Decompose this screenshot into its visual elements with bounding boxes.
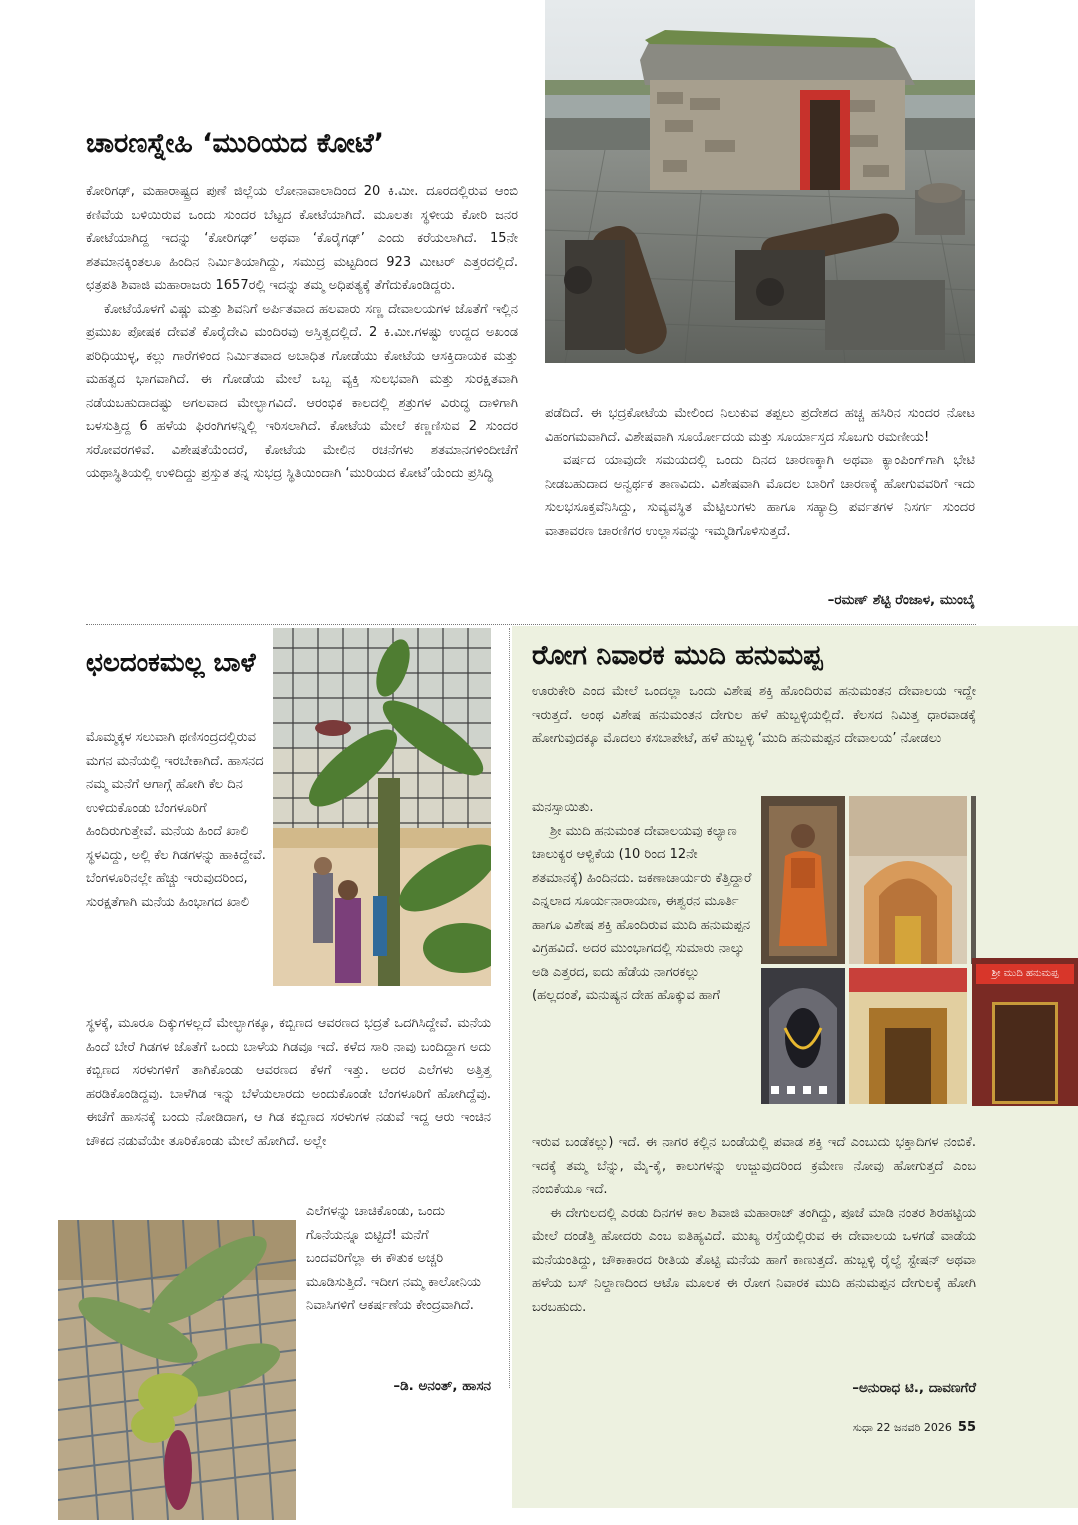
temple-photo-edge bbox=[971, 796, 976, 964]
temple-photo-collage bbox=[759, 796, 976, 1106]
temple-article-intro bbox=[532, 680, 976, 751]
page-footer bbox=[800, 1420, 976, 1435]
banana-plant-photo-illustration bbox=[273, 628, 491, 986]
temple-paragraph-3: ಈ ದೇಗುಲದಲ್ಲಿ ಎರಡು ದಿನಗಳ ಕಾಲ ಶಿವಾಜಿ ಮಹಾರಾಜ್ ತಂಗಿದ್ದು, ಪೂಜೆ ಮಾಡಿ ನಂತರ ಶಿರಹಟ್ಟಿಯ ಮೇಲೆ ದಂಡೆತ್ತಿ ಹೋದರು ಎಂಬ ಐತಿಹ್ಯವಿದೆ. ಮುಖ್ಯ ರಸ್ತೆಯಲ್ಲಿರುವ ಈ ದೇವಾಲಯ ಒಳಗಡೆ ವಾಡೆಯ ಮನೆಯಂತಿದ್ದು, ಚೌಕಾಕಾರದ ರೀತಿಯ ತೊಟ್ಟಿ ಮನೆಯ ಹಾಗೆ ಕಾಣುತ್ತದೆ. ಹುಬ್ಬಳ್ಳಿ ರೈಲ್ವೆ ಸ್ಟೇಷನ್ ಅಥವಾ ಹಳೆಯ ಬಸ್ ನಿಲ್ದಾಣದಿಂದ ಆಟೊ ಮೂಲಕ ಈ ರೋಗ ನಿವಾರಕ ಮುದಿ ಹನುಮಪ್ಪನ ದೇಗುಲಕ್ಕೆ ಹೋಗಿ ಬರಬಹುದು. bbox=[532, 1205, 976, 1315]
temple-paragraph-1-end: ಮನಸ್ಸಾಯಿತು. bbox=[532, 800, 594, 815]
banana-bunch-photo bbox=[58, 1220, 296, 1520]
banana-article-narrow-column bbox=[86, 726, 266, 914]
page-number: 55 bbox=[957, 1420, 976, 1435]
temple-photo-courtyard-illustration bbox=[849, 968, 967, 1104]
fort-cannon-photo-illustration bbox=[545, 0, 975, 363]
temple-article-narrow-column bbox=[532, 796, 752, 1008]
banana-article-title: ಛಲದಂಕಮಲ್ಲ ಬಾಳೆ bbox=[86, 648, 256, 678]
fort-paragraph-1: ಕೋರಿಗಢ್, ಮಹಾರಾಷ್ಟ್ರದ ಪುಣೆ ಜಿಲ್ಲೆಯ ಲೋನಾವಾಲಾದಿಂದ 20 ಕಿ.ಮೀ. ದೂರದಲ್ಲಿರುವ ಆಂಬಿ ಕಣಿವೆಯ ಬಳಿಯಿರುವ ಒಂದು ಸುಂದರ ಬೆಟ್ಟದ ಕೋಟೆಯಾಗಿದೆ. ಮೂಲತಃ ಸ್ಥಳೀಯ ಕೋರಿ ಜನರ ಕೋಟೆಯಾಗಿದ್ದ ಇದನ್ನು ‘ಕೋರಿಗಢ್’ ಅಥವಾ ‘ಕೊರೈಗಢ್’ ಎಂದು ಕರೆಯಲಾಗಿದೆ. 15ನೇ ಶತಮಾನಕ್ಕಿಂತಲೂ ಹಿಂದಿನ ನಿರ್ಮಿತಿಯಾಗಿದ್ದು, ಸಮುದ್ರ ಮಟ್ಟದಿಂದ 923 ಮೀಟರ್ ಎತ್ತರದಲ್ಲಿದೆ. ಛತ್ರಪತಿ ಶಿವಾಜಿ ಮಹಾರಾಜರು 1657ರಲ್ಲಿ ಇದನ್ನು ತಮ್ಮ ಅಧಿಪತ್ಯಕ್ಕೆ ತೆಗೆದುಕೊಂಡಿದ್ದರು. bbox=[86, 184, 518, 293]
fort-article-author: –ರಮಣ್ ಶೆಟ್ಟಿ ರೆಂಜಾಳ, ಮುಂಬೈ bbox=[827, 592, 975, 608]
temple-paragraph-2-end: ಇರುವ ಬಂಡೆಕಲ್ಲು) ಇದೆ. ಈ ನಾಗರ ಕಲ್ಲಿನ ಬಂಡೆಯಲ್ಲಿ ಪವಾಡ ಶಕ್ತಿ ಇದೆ ಎಂಬುದು ಭಕ್ತಾದಿಗಳ ನಂಬಿಕೆ. ಇದಕ್ಕೆ ತಮ್ಮ ಬೆನ್ನು, ಮೈ-ಕೈ, ಕಾಲುಗಳನ್ನು ಉಜ್ಜುವುದರಿಂದ ಕ್ರಮೇಣ ನೋವು ಹೋಗುತ್ತದೆ ಎಂಬ ನಂಬಿಕೆಯೂ ಇದೆ. bbox=[532, 1135, 976, 1197]
fort-paragraph-4: ವರ್ಷದ ಯಾವುದೇ ಸಮಯದಲ್ಲಿ ಒಂದು ದಿನದ ಚಾರಣಕ್ಕಾಗಿ ಅಥವಾ ಕ್ಯಾಂಪಿಂಗ್‌ಗಾಗಿ ಭೇಟಿ ನೀಡಬಹುದಾದ ಅನ್ವರ್ಥಕ ತಾಣವಿದು. ವಿಶೇಷವಾಗಿ ಮೊದಲ ಬಾರಿಗೆ ಚಾರಣಕ್ಕೆ ಹೋಗುವವರಿಗೆ ಇದು ಸುಲಭಸೂಕ್ತವೆನಿಸಿದ್ದು, ಸುವ್ಯವಸ್ಥಿತ ಮೆಟ್ಟಿಲುಗಳು ಹಾಗೂ ಸಹ್ಯಾದ್ರಿ ಪರ್ವತಗಳ ನಿಸರ್ಗ ಸುಂದರ ವಾತಾವರಣ ಚಾರಣಿಗರ ಉಲ್ಲಾಸವನ್ನು ಇಮ್ಮಡಿಗೊಳಿಸುತ್ತದೆ. bbox=[545, 453, 975, 539]
temple-paragraph-2: ಶ್ರೀ ಮುದಿ ಹನುಮಂತ ದೇವಾಲಯವು ಕಲ್ಯಾಣ ಚಾಲುಕ್ಯರ ಆಳ್ವಿಕೆಯ (10 ರಿಂದ 12ನೇ ಶತಮಾನಕ್ಕೆ) ಹಿಂದಿನದು. ಜಕಣಾಚಾರ್ಯರು ಕೆತ್ತಿದ್ದಾರೆ ಎನ್ನಲಾದ ಸೂರ್ಯನಾರಾಯಣ, ಈಶ್ವರನ ಮೂರ್ತಿ ಹಾಗೂ ವಿಶೇಷ ಶಕ್ತಿ ಹೊಂದಿರುವ ಮುದಿ ಹನುಮಪ್ಪನ ವಿಗ್ರಹವಿದೆ. ಅದರ ಮುಂಭಾಗದಲ್ಲಿ ಸುಮಾರು ನಾಲ್ಕು ಅಡಿ ಎತ್ತರದ, ಐದು ಹೆಡೆಯ ನಾಗರಕಲ್ಲು (ಹಲ್ಲದಂತೆ, ಮನುಷ್ಯನ ದೇಹ ಹೊಕ್ಕುವ ಹಾಗೆ bbox=[532, 823, 752, 1003]
temple-photo-sanctum bbox=[972, 958, 1078, 1106]
column-divider bbox=[509, 628, 510, 1388]
banana-bunch-photo-illustration bbox=[58, 1220, 296, 1520]
issue-date: ಸುಧಾ 22 ಜನವರಿ 2026 bbox=[852, 1421, 952, 1434]
temple-photo-devotee-illustration bbox=[761, 796, 845, 964]
temple-photo-courtyard bbox=[849, 968, 967, 1104]
temple-photo-entrance bbox=[849, 796, 967, 964]
fort-cannon-photo bbox=[545, 0, 975, 363]
banana-article-author: –ಡಿ. ಅನಂತ್, ಹಾಸನ bbox=[393, 1378, 491, 1394]
section-divider bbox=[86, 624, 976, 625]
temple-shrine-sign: ಶ್ರೀ ಮುದಿ ಹನುಮಪ್ಪ bbox=[976, 964, 1074, 984]
banana-paragraph-3: ಎಲೆಗಳನ್ನು ಚಾಚಿಕೊಂಡು, ಒಂದು ಗೊನೆಯನ್ನೂ ಬಿಟ್ಟಿದೆ! ಮನೆಗೆ ಬಂದವರಿಗೆಲ್ಲಾ ಈ ಕೌತುಕ ಅಚ್ಚರಿ ಮೂಡಿಸುತ್ತಿದೆ. ಇದೀಗ ನಮ್ಮ ಕಾಲೋನಿಯ ನಿವಾಸಿಗಳಿಗೆ ಆಕರ್ಷಣೆಯ ಕೇಂದ್ರವಾಗಿದೆ. bbox=[306, 1204, 481, 1313]
temple-article-wide-column bbox=[532, 1131, 976, 1319]
banana-article-lower-column bbox=[306, 1200, 491, 1318]
banana-paragraph-1: ಮೊಮ್ಮಕ್ಕಳ ಸಲುವಾಗಿ ಥಣಿಸಂದ್ರದಲ್ಲಿರುವ ಮಗನ ಮನೆಯಲ್ಲಿ ಇರಬೇಕಾಗಿದೆ. ಹಾಸನದ ನಮ್ಮ ಮನೆಗೆ ಆಗಾಗ್ಗೆ ಹೋಗಿ ಕೆಲ ದಿನ ಉಳಿದುಕೊಂಡು ಬೆಂಗಳೂರಿಗೆ ಹಿಂದಿರುಗುತ್ತೇವೆ. ಮನೆಯ ಹಿಂದೆ ಖಾಲಿ ಸ್ಥಳವಿದ್ದು, ಅಲ್ಲಿ ಕೆಲ ಗಿಡಗಳನ್ನು ಹಾಕಿದ್ದೇವೆ. ಬೆಂಗಳೂರಿನಲ್ಲೇ ಹೆಚ್ಚು ಇರುವುದರಿಂದ, ಸುರಕ್ಷತೆಗಾಗಿ ಮನೆಯ ಹಿಂಭಾಗದ ಖಾಲಿ bbox=[86, 730, 266, 910]
banana-paragraph-2: ಸ್ಥಳಕ್ಕೆ, ಮೂರೂ ದಿಕ್ಕುಗಳಲ್ಲದೆ ಮೇಲ್ಭಾಗಕ್ಕೂ, ಕಬ್ಬಿಣದ ಆವರಣದ ಭದ್ರತೆ ಒದಗಿಸಿದ್ದೇವೆ. ಮನೆಯ ಹಿಂದೆ ಬೇರೆ ಗಿಡಗಳ ಜೊತೆಗೆ ಒಂದು ಬಾಳೆಯ ಗಿಡವೂ ಇದೆ. ಕಳೆದ ಸಾರಿ ನಾವು ಬಂದಿದ್ದಾಗ ಅದು ಕಬ್ಬಿಣದ ಸರಳುಗಳಿಗೆ ತಾಗಿಕೊಂಡು ಆವರಣದ ಕೆಳಗೆ ಇತ್ತು. ಅದರ ಎಲೆಗಳು ಅತ್ತಿತ್ತ ಹರಡಿಕೊಂಡಿದ್ದವು. ಬಾಳೆಗಿಡ ಇನ್ನು ಬೆಳೆಯಲಾರದು ಅಂದುಕೊಂಡೇ ಬೆಂಗಳೂರಿಗೆ ಹೋಗಿದ್ದೆವು. ಈಚೆಗೆ ಹಾಸನಕ್ಕೆ ಬಂದು ನೋಡಿದಾಗ, ಆ ಗಿಡ ಕಬ್ಬಿಣದ ಸರಳುಗಳ ನಡುವೆ ಇದ್ದ ಆರು ಇಂಚಿನ ಚೌಕದ ನಡುವೆಯೇ ತೂರಿಕೊಂಡು ಮೇಲೆ ಹೋಗಿದೆ. ಅಲ್ಲೇ bbox=[86, 1016, 491, 1149]
temple-article-author: –ಅನುರಾಧ ಟಿ., ದಾವಣಗೆರೆ bbox=[852, 1380, 976, 1396]
fort-paragraph-3: ಪಡೆದಿದೆ. ಈ ಭದ್ರಕೋಟೆಯ ಮೇಲಿಂದ ನಿಲುಕುವ ತಪ್ಪಲು ಪ್ರದೇಶದ ಹಚ್ಚ ಹಸಿರಿನ ಸುಂದರ ನೋಟ ವಿಹಂಗಮವಾಗಿದೆ. ವಿಶೇಷವಾಗಿ ಸೂರ್ಯೋದಯ ಮತ್ತು ಸೂರ್ಯಾಸ್ತದ ಸೊಬಗು ರಮಣೀಯ! bbox=[545, 406, 975, 445]
fort-paragraph-2: ಕೋಟೆಯೊಳಗೆ ವಿಷ್ಣು ಮತ್ತು ಶಿವನಿಗೆ ಅರ್ಪಿತವಾದ ಹಲವಾರು ಸಣ್ಣ ದೇವಾಲಯಗಳ ಜೊತೆಗೆ ಇಲ್ಲಿನ ಪ್ರಮುಖ ಪೋಷಕ ದೇವತೆ ಕೊರೈದೇವಿ ಮಂದಿರವು ಅಸ್ತಿತ್ವದಲ್ಲಿದೆ. 2 ಕಿ.ಮೀ.ಗಳಷ್ಟು ಉದ್ದದ ಅಖಂಡ ಪರಿಧಿಯುಳ್ಳ, ಕಲ್ಲು ಗಾರೆಗಳಿಂದ ನಿರ್ಮಿತವಾದ ಅಬಾಧಿತ ಗೋಡೆಯು ಕೋಟೆಯ ಆಸಕ್ತಿದಾಯಕ ಮತ್ತು ಮಹತ್ವದ ಭಾಗವಾಗಿದೆ. ಈ ಗೋಡೆಯ ಮೇಲೆ ಒಬ್ಬ ವ್ಯಕ್ತಿ ಸುಲಭವಾಗಿ ಮತ್ತು ಸುರಕ್ಷಿತವಾಗಿ ನಡೆಯಬಹುದಾದಷ್ಟು ಅಗಲವಾದ ಮೇಲ್ಭಾಗವಿದೆ. ಆರಂಭಿಕ ಕಾಲದಲ್ಲಿ ಶತ್ರುಗಳ ವಿರುದ್ಧ ದಾಳಿಗಾಗಿ ಬಳಸುತ್ತಿದ್ದ 6 ಹಳೆಯ ಫಿರಂಗಿಗಳನ್ನಿಲ್ಲಿ ಇರಿಸಲಾಗಿದೆ. ಕೋಟೆಯ ಮೇಲೆ ಕಣ್ಣಣಿಸುವ 2 ಸುಂದರ ಸರೋವರಗಳಿವೆ. ವಿಶೇಷತೆಯೆಂದರೆ, ಕೋಟೆಯ ಮೇಲಿನ ರಚನೆಗಳು ಶತಮಾನಗಳಿಂದೀಚೆಗೆ ಯಥಾಸ್ಥಿತಿಯಲ್ಲಿ ಉಳಿದಿದ್ದು ಪ್ರಸ್ತುತ ತನ್ನ ಸುಭದ್ರ ಸ್ಥಿತಿಯಿಂದಾಗಿ ‘ಮುರಿಯದ ಕೋಟೆ’ಯೆಂದು ಪ್ರಸಿದ್ಧಿ bbox=[86, 301, 518, 481]
temple-photo-devotee bbox=[761, 796, 845, 964]
banana-article-wide-column bbox=[86, 1012, 491, 1153]
fort-article-title: ಚಾರಣಸ್ನೇಹಿ ‘ಮುರಿಯದ ಕೋಟೆ’ bbox=[86, 128, 384, 159]
temple-photo-entrance-illustration bbox=[849, 796, 967, 964]
temple-sanctum-door bbox=[992, 1002, 1058, 1104]
fort-article-left-column bbox=[86, 180, 518, 486]
temple-photo-idol-illustration bbox=[761, 968, 845, 1104]
temple-paragraph-1: ಊರುಕೇರಿ ಎಂದ ಮೇಲೆ ಒಂದಲ್ಲಾ ಒಂದು ವಿಶೇಷ ಶಕ್ತಿ ಹೊಂದಿರುವ ಹನುಮಂತನ ದೇವಾಲಯ ಇದ್ದೇ ಇರುತ್ತದೆ. ಅಂಥ ವಿಶೇಷ ಹನುಮಂತನ ದೇಗುಲ ಹಳೆ ಹುಬ್ಬಳ್ಳಿಯಲ್ಲಿದೆ. ಕೆಲಸದ ನಿಮಿತ್ತ ಧಾರವಾಡಕ್ಕೆ ಹೋಗುವುದಕ್ಕೂ ಮೊದಲು ಕಸಬಾಪೇಟೆ, ಹಳೆ ಹುಬ್ಬಳ್ಳಿ ‘ಮುದಿ ಹನುಮಪ್ಪನ ದೇವಾಲಯ’ ನೋಡಲು bbox=[532, 684, 976, 746]
temple-article-title: ರೋಗ ನಿವಾರಕ ಮುದಿ ಹನುಮಪ್ಪ bbox=[532, 640, 823, 671]
temple-photo-idol bbox=[761, 968, 845, 1104]
fort-article-right-column bbox=[545, 402, 975, 543]
banana-plant-photo bbox=[273, 628, 491, 986]
